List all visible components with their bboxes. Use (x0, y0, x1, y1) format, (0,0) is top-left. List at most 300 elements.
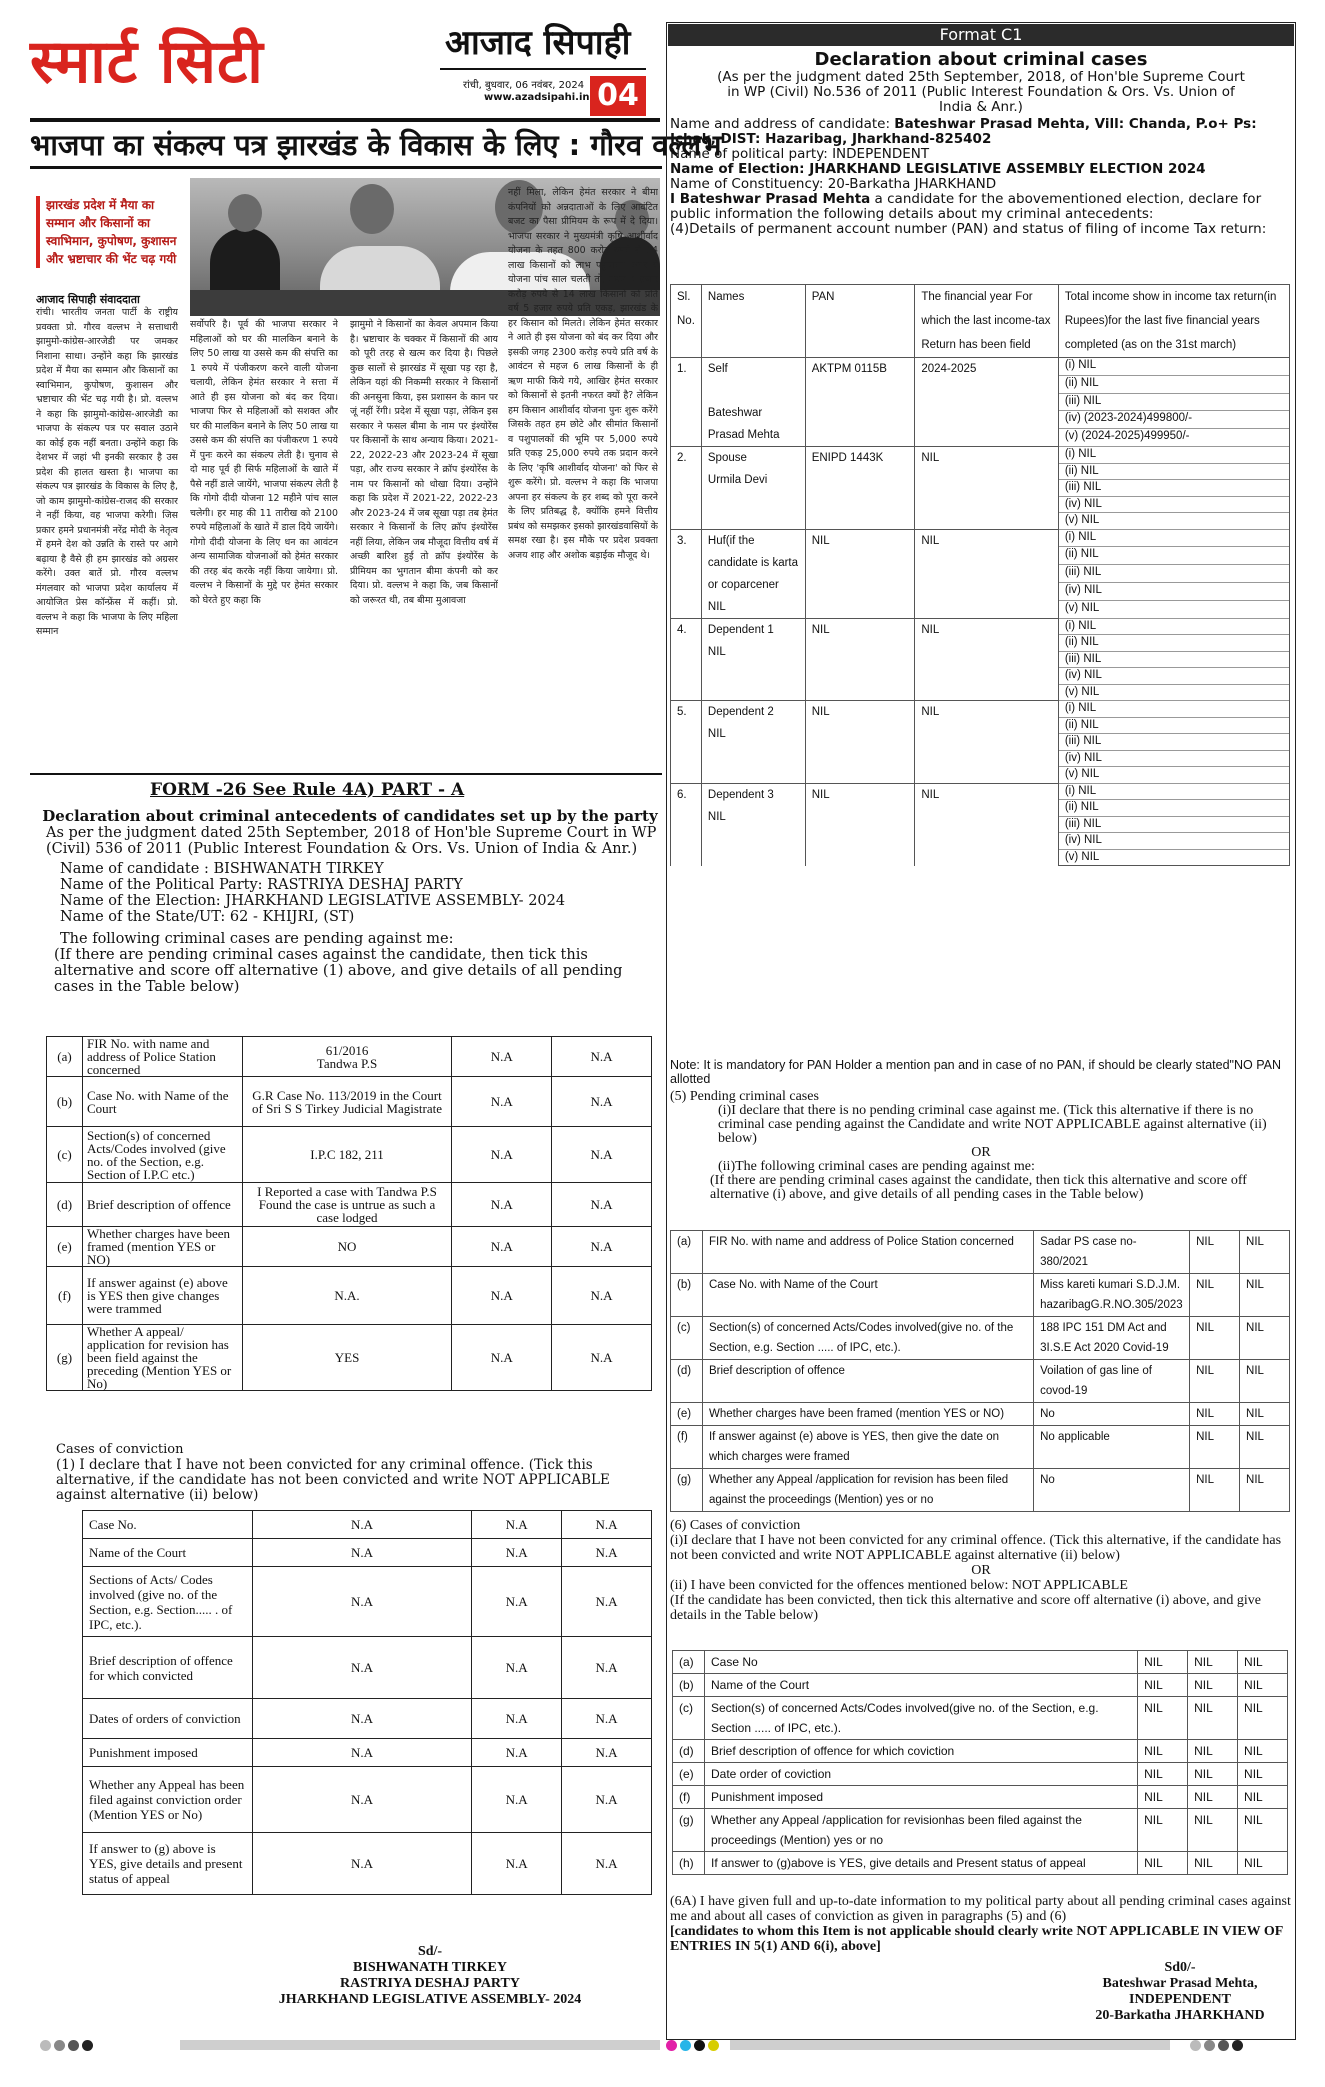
row-cell: NIL (1240, 1360, 1290, 1403)
table-row (671, 1231, 1290, 1274)
form26-pending-intro: The following criminal cases are pending against me: (60, 931, 454, 947)
s6a-block (670, 1894, 1292, 1954)
row-name: Self Bateshwar Prasad Mehta (701, 358, 805, 447)
table-row (83, 1739, 652, 1767)
registration-dot (1232, 2040, 1243, 2051)
s6-note: (If the candidate has been convicted, then tick this alternative and score off alternative (i) above, and give details in the Table below) (670, 1593, 1261, 1623)
newspaper-title: आजाद सिपाही (445, 23, 631, 63)
c1-declarant: I Bateshwar Prasad Mehta (670, 191, 871, 207)
row-key: (e) (671, 1403, 703, 1426)
table-row (673, 1809, 1288, 1852)
story-column-4: नहीं मिला, लेकिन हेमंत सरकार ने बीमा कंपनियों को अन्नदाताओं के लिए आवंटित बजट का पैसा प्रीमियम के रूप में दे दिया। भाजपा सरकार ने मुख्यमंत्री कृषि आशीर्वाद योजना के तहत 800 करोड़ रुपये से 14 लाख किसानों को लाभ पहुंचाया। अगर ये योजना पांच साल चलती तो, महज 4 हजार करोड़ रुपये से 14 लाख किसानों को प्रति वर्ष 5 हजार रुपये प्रति एकड़, झारखंड के हर किसान को मिलते। लेकिन हेमंत सरकार ने आते ही इस योजना को बंद कर दिया और इसकी जगह 2300 करोड़ रुपये प्रति वर्ष के आवंटन से महज 6 लाख किसानों के ही ऋण माफी किये गये, आखिर हेमंत सरकार को किसानों से इतनी नफरत क्यों है? लेकिन हम किसान आशीर्वाद योजना पुनः शुरू करेंगे जिसके तहत हम छोटे और सीमांत किसानों व पशुपालकों की भूमि पर 5,000 रुपये प्रति एकड़ 25,000 रुपये तक प्रदान करने के लिए 'कृषि आशीर्वाद योजना' को फिर से शुरू करेंगे। प्रो. वल्लभ ने कहा कि भाजपा अपना हर संकल्प के हर शब्द को पूरा करने के लिए प्रतिबद्ध है, क्योंकि हमने वित्तीय प्रबंध को समझकर इसको झारखंडवासियों के समक्ष रखा है। इस मौके पर प्रदेश प्रवक्ता अजय शाह और अशोक बड़ाईक मौजूद थे। (508, 187, 658, 561)
table-row (673, 1697, 1288, 1740)
form26-conviction-note: (1) I declare that I have not been convicted for any criminal offence. (Tick this alternative, if the candidate has not been convicted and write NOT APPLICABLE against alternative (ii) below) (56, 1457, 610, 1503)
row-pan: NIL (805, 701, 915, 784)
row-income: (iii) NIL (1058, 734, 1289, 751)
row-cell: NIL (1238, 1852, 1288, 1875)
row-sl: 4. (671, 618, 702, 701)
row-value: NO (242, 1227, 452, 1267)
row-cell: N.A (452, 1325, 552, 1391)
table-row (47, 1183, 652, 1227)
row-fy: NIL (915, 529, 1058, 618)
row-cell: NIL (1188, 1852, 1238, 1875)
row-label: Section(s) of concerned Acts/Codes involved(give no. of the Section, e.g. Section ..... of IPC, etc.). (702, 1317, 1033, 1360)
row-label: Dates of orders of conviction (83, 1699, 253, 1739)
row-cell: NIL (1190, 1469, 1240, 1512)
website-link[interactable]: www.azadsipahi.in (484, 92, 590, 103)
row-label: Brief description of offence (702, 1360, 1033, 1403)
row-cell: N.A (472, 1511, 562, 1539)
table-row (671, 701, 1290, 718)
row-label: Whether any Appeal /application for revisionhas been filed against the proceedings (Mention) yes or no (704, 1809, 1137, 1852)
row-cell: NIL (1240, 1317, 1290, 1360)
column-header: PAN (805, 285, 915, 358)
row-cell: N.A (472, 1637, 562, 1699)
table-row (83, 1699, 652, 1739)
table-row (671, 783, 1290, 800)
row-cell: N.A (562, 1767, 652, 1833)
form26-pending-table (46, 1036, 652, 1391)
row-cell: NIL (1190, 1403, 1240, 1426)
row-cell: N.A (552, 1077, 652, 1127)
column-header: Total income show in income tax return(in Rupees)for the last five financial years completed (as on the 31st march) (1058, 285, 1289, 358)
row-income: (iii) NIL (1058, 480, 1289, 497)
row-cell: N.A (562, 1567, 652, 1637)
pan-table (670, 284, 1290, 866)
column-header: Names (701, 285, 805, 358)
row-key: (d) (671, 1360, 703, 1403)
c1-sign-constituency: 20-Barkatha JHARKHAND (1095, 2008, 1265, 2023)
row-income: (i) NIL (1058, 529, 1289, 547)
registration-dot (68, 2040, 79, 2051)
row-value: 61/2016 Tandwa P.S (242, 1037, 452, 1077)
row-value: N.A (252, 1511, 472, 1539)
table-row (673, 1651, 1288, 1674)
form26-sign-name: BISHWANATH TIRKEY (353, 1960, 507, 1975)
table-row (671, 618, 1290, 635)
c1-sign-sd: Sd0/- (1164, 1960, 1196, 1975)
row-key: (a) (671, 1231, 703, 1274)
story-column-2: सर्वोपरि है। पूर्व की भाजपा सरकार ने महिलाओं को घर की मालकिन बनाने के लिए 50 लाख या उससे कम की संपत्ति का 1 रुपये में पंजीकरण करने वाली योजना चलायी, लेकिन हेमंत सरकार ने सत्ता में आते ही इस योजना को बंद कर दिया। भाजपा फिर से महिलाओं को सशक्त और घर की मालकिन बनाने के लिए 50 लाख या उससे कम की संपत्ति का पंजीकरण 1 रुपये में पुनः करने का संकल्प लेती है। चुनाव से दो माह पूर्व ही सिर्फ महिलाओं के खाते में पैसे नहीं डाले जायेंगे, भाजपा संकल्प लेती है कि गोगो दीदी योजना 12 महीने पांच साल चलेगी। हर माह की 11 तारीख को 2100 रुपये महिलाओं के खाते में डाल दिये जायेंगे। गोगो दीदी योजना के लिए धन का आवंटन अन्य सामाजिक योजनाओं को हेमंत सरकार की तरह बंद करके नहीं किया जायेगा। प्रो. वल्लभ ने किसानों के मुद्दे पर हेमंत सरकार को घेरते हुए कहा कि (190, 319, 338, 606)
row-value: N.A (252, 1637, 472, 1699)
row-cell: NIL (1190, 1426, 1240, 1469)
table-row (83, 1833, 652, 1895)
table-row (47, 1267, 652, 1325)
row-income: (iv) NIL (1058, 750, 1289, 767)
table-row (83, 1567, 652, 1637)
row-cell: N.A (552, 1127, 652, 1183)
row-cell: NIL (1188, 1697, 1238, 1740)
table-row (671, 1360, 1290, 1403)
row-cell: N.A (472, 1767, 562, 1833)
form26-sign-election: JHARKHAND LEGISLATIVE ASSEMBLY- 2024 (278, 1992, 582, 2007)
table-row (671, 1317, 1290, 1360)
row-label: Punishment imposed (83, 1739, 253, 1767)
row-key: (g) (671, 1469, 703, 1512)
candidate-address-label: Name and address of candidate: (670, 116, 895, 132)
row-label: Brief description of offence for which coviction (704, 1740, 1137, 1763)
row-pan: NIL (805, 618, 915, 701)
row-cell: N.A (562, 1539, 652, 1567)
form26-election: Name of the Election: JHARKHAND LEGISLATIVE ASSEMBLY- 2024 (60, 893, 566, 909)
row-label: FIR No. with name and address of Police Station concerned (702, 1231, 1033, 1274)
row-label: Name of the Court (83, 1539, 253, 1567)
row-income: (ii) NIL (1058, 463, 1289, 480)
row-cell: NIL (1138, 1763, 1188, 1786)
row-fy: NIL (915, 447, 1058, 530)
table-row (671, 1403, 1290, 1426)
pending-cases-table (670, 1230, 1290, 1512)
row-cell: NIL (1238, 1674, 1288, 1697)
page-number: 04 (590, 76, 646, 116)
row-income: (v) NIL (1058, 600, 1289, 618)
row-label: Case No. with Name of the Court (702, 1274, 1033, 1317)
row-label: Whether any Appeal has been filed against conviction order (Mention YES or No) (83, 1767, 253, 1833)
table-row (47, 1227, 652, 1267)
row-key: (f) (47, 1267, 83, 1325)
row-income: (iv) NIL (1058, 496, 1289, 513)
row-cell: NIL (1138, 1786, 1188, 1809)
row-pan: ENIPD 1443K (805, 447, 915, 530)
row-name: Dependent 1 NIL (701, 618, 805, 701)
row-income: (v) NIL (1058, 513, 1289, 530)
section-brand: स्मार्ट सिटी (30, 27, 264, 97)
table-row (673, 1852, 1288, 1875)
row-pan: NIL (805, 783, 915, 866)
row-fy: NIL (915, 701, 1058, 784)
row-label: Case No. (83, 1511, 253, 1539)
registration-dot-black (694, 2040, 705, 2051)
s6-or: OR (971, 1563, 991, 1578)
c1-signature (1070, 1960, 1290, 2024)
row-cell: N.A (552, 1267, 652, 1325)
s5-i: (i)I declare that there is no pending criminal case against me. (Tick this alternative if there is no criminal case pending against the Candidate and write NOT APPLICABLE against alternative (ii) below) (718, 1103, 1267, 1146)
row-label: If answer against (e) above is YES, then give the date on which charges were framed (702, 1426, 1033, 1469)
row-income: (v) (2024-2025)499950/- (1058, 429, 1289, 447)
row-fy: NIL (915, 618, 1058, 701)
table-header-row (671, 285, 1290, 358)
row-cell: N.A (552, 1183, 652, 1227)
row-sl: 2. (671, 447, 702, 530)
row-cell: NIL (1238, 1763, 1288, 1786)
dateline: रांची, बुधवार, 06 नवंबर, 2024 (463, 80, 585, 91)
row-cell: NIL (1188, 1674, 1238, 1697)
form26-state: Name of the State/UT: 62 - KHIJRI, (ST) (60, 909, 355, 925)
row-cell: NIL (1240, 1274, 1290, 1317)
c1-sign-party: INDEPENDENT (1129, 1992, 1231, 2007)
row-income: (iv) NIL (1058, 833, 1289, 850)
row-key: (a) (47, 1037, 83, 1077)
table-row (47, 1127, 652, 1183)
row-sl: 1. (671, 358, 702, 447)
row-cell: N.A (452, 1227, 552, 1267)
row-cell: N.A (562, 1739, 652, 1767)
row-cell: NIL (1188, 1651, 1238, 1674)
row-cell: N.A (472, 1567, 562, 1637)
row-key: (f) (673, 1786, 705, 1809)
row-label: Section(s) of concerned Acts/Codes involved (give no. of the Section, e.g. Section of I.P.C etc.) (82, 1127, 242, 1183)
row-value: G.R Case No. 113/2019 in the Court of Sri S S Tirkey Judicial Magistrate (242, 1077, 452, 1127)
column-header: Sl. No. (671, 285, 702, 358)
s6-i: (i)I declare that I have not been convicted for any criminal offence. (Tick this alternative, if the candidate has not been convicted and write NOT APPLICABLE against alternative (ii) below) (670, 1533, 1282, 1563)
row-value: N.A (252, 1699, 472, 1739)
row-cell: NIL (1188, 1786, 1238, 1809)
row-cell: N.A (472, 1539, 562, 1567)
table-row (671, 358, 1290, 376)
row-income: (iii) NIL (1058, 393, 1289, 411)
row-cell: NIL (1238, 1651, 1288, 1674)
row-name: Huf(if the candidate is karta or coparcener NIL (701, 529, 805, 618)
story-column-3: झामुमो ने किसानों का केवल अपमान किया है। भ्रष्टाचार के चक्कर में किसानों की आय को पूरी तरह से खत्म कर दिया है। पिछले कुछ सालों से झारखंड में सूखा पड़ रहा है, लेकिन यहां की निकम्मी सरकार ने किसानों की अनसुना किया, इस प्रशासन के कान पर जूं नहीं रेंगी। प्रदेश में सूखा पड़ा, लेकिन इस सरकार ने फसल बीमा के नाम पर इंश्योरेंस पर किसानों के साथ अन्याय किया। 2021-22, 2022-23 और 2023-24 में सूखा पड़ा, और राज्य सरकार ने क्रॉप इंश्योरेंस के नाम पर किसानों को धोखा दिया। उन्होंने कहा कि प्रदेश में 2021-22, 2022-23 और 2023-24 में जब सूखा पड़ा तब हेमंत सरकार ने किसानों के लिए क्रॉप इंश्योरेंस नहीं लिया, लेकिन जब मौजूदा वित्तीय वर्ष में अच्छी बारिश हुई तो क्रॉप इंश्योरेंस के प्रीमियम का भुगतान बीमा कंपनी को कर दिया। प्रो. वल्लभ ने कहा कि, जब किसानों को जरूरत थी, तब बीमा मुआवजा (350, 319, 498, 606)
row-income: (iv) (2023-2024)499800/- (1058, 411, 1289, 429)
row-cell: NIL (1240, 1426, 1290, 1469)
row-income: (ii) NIL (1058, 800, 1289, 817)
table-row (671, 529, 1290, 547)
row-cell: NIL (1190, 1317, 1240, 1360)
row-label: Case No. with Name of the Court (82, 1077, 242, 1127)
form26-signature (240, 1944, 620, 2008)
row-key: (b) (671, 1274, 703, 1317)
row-cell: NIL (1138, 1651, 1188, 1674)
row-value: No (1034, 1403, 1190, 1426)
c1-pan-intro: (4)Details of permanent account number (PAN) and status of filing of income Tax return: (670, 221, 1267, 237)
row-cell: NIL (1240, 1403, 1290, 1426)
row-label: Whether charges have been framed (mention YES or NO) (702, 1403, 1033, 1426)
row-pan: NIL (805, 529, 915, 618)
news-headline: भाजपा का संकल्प पत्र झारखंड के विकास के लिए : गौरव वल्लभ (30, 128, 722, 162)
row-cell: N.A (552, 1037, 652, 1077)
row-name: Spouse Urmila Devi (701, 447, 805, 530)
row-key: (c) (673, 1697, 705, 1740)
row-value: N.A (252, 1767, 472, 1833)
row-sl: 5. (671, 701, 702, 784)
row-cell: NIL (1238, 1809, 1288, 1852)
form26-candidate: Name of candidate : BISHWANATH TIRKEY (60, 861, 384, 877)
row-name: Dependent 3 NIL (701, 783, 805, 866)
table-row (83, 1637, 652, 1699)
row-cell: NIL (1138, 1697, 1188, 1740)
table-row (671, 447, 1290, 464)
row-value: Miss kareti kumari S.D.J.M. hazaribagG.R.NO.305/2023 (1034, 1274, 1190, 1317)
row-key: (g) (673, 1809, 705, 1852)
row-value: N.A (252, 1739, 472, 1767)
row-label: Whether A appeal/ application for revision has been field against the preceding (Mention YES or No) (82, 1325, 242, 1391)
row-income: (i) NIL (1058, 358, 1289, 376)
row-key: (h) (673, 1852, 705, 1875)
row-income: (iii) NIL (1058, 565, 1289, 583)
row-label: If answer against (e) above is YES then give changes were trammed (82, 1267, 242, 1325)
row-label: FIR No. with name and address of Police Station concerned (82, 1037, 242, 1077)
row-key: (b) (673, 1674, 705, 1697)
form26-conviction-table (82, 1510, 652, 1895)
row-cell: N.A (562, 1833, 652, 1895)
row-income: (v) NIL (1058, 684, 1289, 701)
s5-ii: (ii)The following criminal cases are pending against me: (718, 1159, 1035, 1174)
format-c1-judgment: (As per the judgment dated 25th September, 2018, of Hon'ble Supreme Court in WP (Civil) No.536 of 2011 (Public Interest Foundation & Ors. Vs. Union of India & Anr.) (717, 69, 1245, 115)
masthead-rule (440, 68, 646, 70)
s5-title: (5) Pending criminal cases (670, 1089, 819, 1104)
row-cell: NIL (1190, 1274, 1240, 1317)
table-row (673, 1786, 1288, 1809)
registration-dot (1190, 2040, 1201, 2051)
row-pan: AKTPM 0115B (805, 358, 915, 447)
row-label: Brief description of offence (82, 1183, 242, 1227)
row-cell: NIL (1238, 1697, 1288, 1740)
row-income: (v) NIL (1058, 849, 1289, 866)
table-row (47, 1077, 652, 1127)
s5-or: OR (971, 1145, 991, 1160)
form26-conviction-title: Cases of conviction (56, 1442, 184, 1457)
row-cell: NIL (1138, 1809, 1188, 1852)
row-cell: NIL (1238, 1740, 1288, 1763)
row-cell: N.A (452, 1037, 552, 1077)
byline: आजाद सिपाही संवाददाता (36, 293, 140, 306)
row-cell: N.A (562, 1699, 652, 1739)
row-key: (b) (47, 1077, 83, 1127)
table-row (83, 1767, 652, 1833)
row-label: Sections of Acts/ Codes involved (give no. of the Section, e.g. Section..... . of IPC, etc.). (83, 1567, 253, 1637)
candidate-address: Bateshwar Prasad Mehta, Vill: Chanda, P.o+ Ps: Ichak, DIST: Hazaribag, Jharkhand-825402 (670, 116, 1257, 147)
s5-note: (If there are pending criminal cases against the candidate, then tick this alternative and score off alternative (i) above, and give details of all pending cases in the Table below) (710, 1173, 1247, 1202)
row-income: (iv) NIL (1058, 668, 1289, 685)
row-income: (i) NIL (1058, 701, 1289, 718)
masthead-divider (30, 118, 660, 122)
row-cell: NIL (1138, 1674, 1188, 1697)
table-row (83, 1511, 652, 1539)
row-cell: NIL (1238, 1786, 1288, 1809)
row-cell: NIL (1188, 1740, 1238, 1763)
story-column-1: रांची। भारतीय जनता पार्टी के राष्ट्रीय प्रवक्ता प्रो. गौरव वल्लभ ने सत्ताधारी झामुमो-कांग्रेस-आरजेडी पर जमकर निशाना साधा। उन्होंने कहा कि झारखंड प्रदेश में मैया का सम्मान और किसानों का स्वाभिमान, कुपोषण, कुशासन और भ्रष्टाचार की भेंट चढ़ गयी है। प्रो. वल्लभ ने कहा कि झामुमो-कांग्रेस-आरजेडी का भाजपा के संकल्प पत्र पर सवाल उठाने का कोई हक नहीं बनता। उन्होंने कहा कि देशभर में जहां भी इनकी सरकार है उस प्रदेश की हालत खस्ता है। भाजपा का संकल्प पत्र झारखंड के विकास के लिए है, जो काम झामुमो-कांग्रेस-राजद की सरकार ने नहीं किया, वह भाजपा करेगी। जिस प्रकार हमने प्रधानमंत्री नरेंद्र मोदी के नेतृत्व में हमने देश को उन्नति के रास्ते पर आगे बढ़ाया है वैसे ही हम झारखंड को अग्रसर करेंगे। उक्त बातें प्रो. गौरव वल्लभ मंगलवार को भाजपा प्रदेश कार्यालय में आयोजित प्रेस कॉन्फ्रेंस में कहीं। प्रो. वल्लभ ने कहा कि भाजपा के लिए महिला सम्मान (36, 307, 178, 637)
table-row (673, 1763, 1288, 1786)
registration-bar (730, 2040, 1170, 2050)
row-cell: N.A (472, 1739, 562, 1767)
row-key: (g) (47, 1325, 83, 1391)
form26-party: Name of the Political Party: RASTRIYA DESHAJ PARTY (60, 877, 463, 893)
format-c1-heading: Declaration about criminal cases (814, 49, 1148, 70)
row-cell: N.A (452, 1267, 552, 1325)
row-cell: NIL (1240, 1231, 1290, 1274)
c1-declare-text: a candidate for the abovementioned election, declare for public information the following details about my criminal antecedents: (670, 191, 1262, 222)
conviction-table (672, 1650, 1288, 1875)
registration-dot-magenta (666, 2040, 677, 2051)
row-value: N.A (252, 1567, 472, 1637)
row-key: (c) (47, 1127, 83, 1183)
registration-dot (54, 2040, 65, 2051)
row-cell: N.A (562, 1511, 652, 1539)
table-row (47, 1325, 652, 1391)
row-label: Section(s) of concerned Acts/Codes involved(give no. of the Section, e.g. Section ..... of IPC, etc.). (704, 1697, 1137, 1740)
row-label: If answer to (g) above is YES, give details and present status of appeal (83, 1833, 253, 1895)
column-header: The financial year For which the last income-tax Return has been field (915, 285, 1058, 358)
s6a-text: (6A) I have given full and up-to-date information to my political party about all pending criminal cases against me and about all cases of conviction as given in paragraphs (5) and (6) (670, 1894, 1291, 1924)
s6-ii: (ii) I have been convicted for the offences mentioned below: NOT APPLICABLE (670, 1578, 1128, 1593)
table-row (47, 1037, 652, 1077)
form26-title: FORM -26 See Rule 4A) PART - A (150, 780, 465, 800)
table-row (671, 1426, 1290, 1469)
s6-title: (6) Cases of conviction (670, 1518, 801, 1533)
row-value: Sadar PS case no-380/2021 (1034, 1231, 1190, 1274)
row-value: Voilation of gas line of covod-19 (1034, 1360, 1190, 1403)
registration-dot-yellow (708, 2040, 719, 2051)
row-key: (d) (47, 1183, 83, 1227)
row-key: (e) (673, 1763, 705, 1786)
table-row (673, 1674, 1288, 1697)
row-cell: NIL (1188, 1763, 1238, 1786)
row-cell: N.A (452, 1127, 552, 1183)
c1-election: Name of Election: JHARKHAND LEGISLATIVE ASSEMBLY ELECTION 2024 (670, 161, 1206, 177)
row-label: Brief description of offence for which convicted (83, 1637, 253, 1699)
row-cell: N.A (452, 1183, 552, 1227)
row-value: N.A. (242, 1267, 452, 1325)
table-row (673, 1740, 1288, 1763)
registration-bar (180, 2040, 660, 2050)
row-key: (d) (673, 1740, 705, 1763)
row-cell: N.A (472, 1833, 562, 1895)
row-key: (a) (673, 1651, 705, 1674)
row-label: Whether charges have been framed (mention YES or NO) (82, 1227, 242, 1267)
row-income: (v) NIL (1058, 767, 1289, 784)
format-c1-bar: Format C1 (668, 24, 1294, 46)
row-income: (i) NIL (1058, 618, 1289, 635)
row-label: Name of the Court (704, 1674, 1137, 1697)
row-sl: 3. (671, 529, 702, 618)
table-row (671, 1469, 1290, 1512)
row-key: (c) (671, 1317, 703, 1360)
c1-party: Name of political party: INDEPENDENT (670, 146, 930, 162)
form26-sign-party: RASTRIYA DESHAJ PARTY (340, 1976, 520, 1991)
pan-note: Note: It is mandatory for PAN Holder a mention pan and in case of no PAN, if should be clearly stated"NO PAN allotted (670, 1058, 1281, 1086)
row-income: (ii) NIL (1058, 375, 1289, 393)
registration-dot (1204, 2040, 1215, 2051)
row-income: (ii) NIL (1058, 717, 1289, 734)
row-cell: N.A (552, 1227, 652, 1267)
row-cell: N.A (562, 1637, 652, 1699)
form26-judgment: As per the judgment dated 25th September, 2018 of Hon'ble Supreme Court in WP (Civil) 536 of 2011 (Public Interest Foundation & Ors. Vs. Union of India & Anr.) (46, 825, 657, 857)
row-value: YES (242, 1325, 452, 1391)
row-value: 188 IPC 151 DM Act and 3I.S.E Act 2020 Covid-19 (1034, 1317, 1190, 1360)
c1-sign-name: Bateshwar Prasad Mehta, (1102, 1976, 1258, 1991)
row-cell: NIL (1188, 1809, 1238, 1852)
c1-constituency: Name of Constituency: 20-Barkatha JHARKHAND (670, 176, 997, 192)
registration-dot (40, 2040, 51, 2051)
row-income: (iii) NIL (1058, 651, 1289, 668)
row-cell: N.A (472, 1699, 562, 1739)
printer-registration-strip (30, 2040, 1296, 2052)
row-income: (iii) NIL (1058, 816, 1289, 833)
row-income: (iv) NIL (1058, 582, 1289, 600)
row-label: If answer to (g)above is YES, give details and Present status of appeal (704, 1852, 1137, 1875)
headline-rule (30, 166, 662, 169)
row-cell: NIL (1138, 1852, 1188, 1875)
row-label: Date order of coviction (704, 1763, 1137, 1786)
row-fy: NIL (915, 783, 1058, 866)
row-name: Dependent 2 NIL (701, 701, 805, 784)
row-cell: N.A (452, 1077, 552, 1127)
row-sl: 6. (671, 783, 702, 866)
row-income: (i) NIL (1058, 783, 1289, 800)
form26-sign-sd: Sd/- (417, 1944, 443, 1959)
row-label: Case No (704, 1651, 1137, 1674)
row-label: Whether any Appeal /application for revision has been filed against the proceedings (Mention) yes or no (702, 1469, 1033, 1512)
row-cell: NIL (1190, 1231, 1240, 1274)
row-value: No applicable (1034, 1426, 1190, 1469)
table-row (83, 1539, 652, 1567)
row-key: (e) (47, 1227, 83, 1267)
s6a-note: [candidates to whom this Item is not applicable should clearly write NOT APPLICABLE IN VIEW OF ENTRIES IN 5(1) AND 6(i), above] (670, 1924, 1283, 1954)
row-income: (i) NIL (1058, 447, 1289, 464)
row-cell: NIL (1138, 1740, 1188, 1763)
row-value: I Reported a case with Tandwa P.S Found the case is untrue as such a case lodged (242, 1183, 452, 1227)
